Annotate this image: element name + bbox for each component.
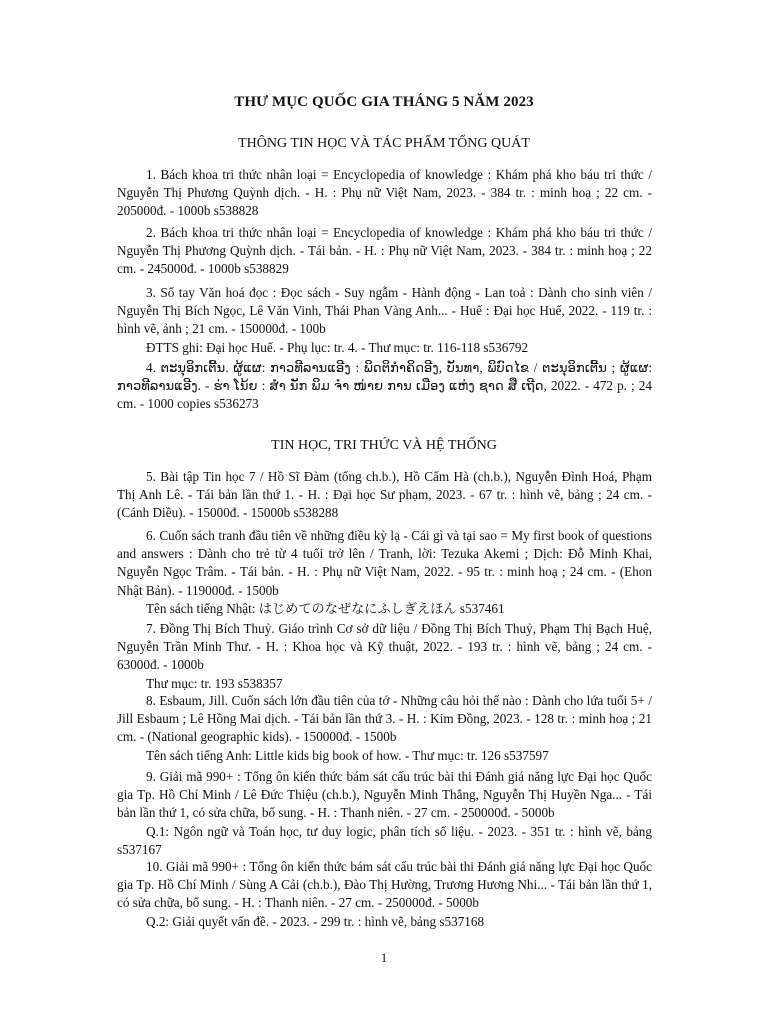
entry-note: Tên sách tiếng Anh: Little kids big book of how. - Thư mục: tr. 126 s537597 [146,747,549,763]
section-heading-general: THÔNG TIN HỌC VÀ TÁC PHẨM TỔNG QUÁT [238,136,530,151]
entry-8 [117,692,652,765]
entry-text: 10. Giải mã 990+ : Tổng ôn kiến thức bám sát cấu trúc bài thi Đánh giá năng lực Đại học Quốc gia Tp. Hồ Chí Minh / Sùng A Cải (ch.b.), Đào Thị Hường, Trương Hương Nhi... - Tái bản lần thứ 1, có sửa chữa, bổ sung. - H. : Thanh niên. - 27 cm. - 250000đ. - 5000b [117,859,652,911]
entry-3 [117,284,652,357]
entry-7 [117,620,652,693]
entry-10 [117,858,652,931]
entry-5 [117,468,652,523]
page-number: 1 [380,950,388,965]
entry-note: ĐTTS ghi: Đại học Huế. - Phụ lục: tr. 4. - Thư mục: tr. 116-118 s536792 [146,339,529,355]
entry-text: 5. Bài tập Tin học 7 / Hồ Sĩ Đàm (tổng ch.b.), Hồ Cẩm Hà (ch.b.), Nguyễn Đình Hoá, Phạm Thị Anh Lê. - Tái bản lần thứ 1. - H. : Đại học Sư phạm, 2023. - 67 tr. : hình vẽ, bảng ; 24 cm. - (Cánh Diều). - 15000đ. - 15000b s538288 [117,469,652,521]
entry-note: Q.2: Giải quyết vấn đề. - 2023. - 299 tr. : hình vẽ, bảng s537168 [146,913,485,929]
entry-text: 8. Esbaum, Jill. Cuốn sách lớn đầu tiên của tớ - Những câu hỏi thế nào : Dành cho lứa tuổi 5+ / Jill Esbaum ; Lê Hồng Mai dịch. - Tái bản lần thứ 3. - H. : Kim Đồng, 2023. - 128 tr. : minh hoạ ; 21 cm. - (National geographic kids). - 150000đ. - 1500b [117,693,652,745]
entry-1 [117,166,652,221]
entry-text: 4. ຕະນຸອິກເຕີ້ນ. ຜູ້ແຜ: ກາວທີລານແອີງ : ພິດຕິກຳຄິດອີງ, ບັນທາ, ພິບົດໄຂ / ຕະນຸອິກເຕີ້ນ ; ຜູ້ແຜ: ກາວທີລານແອີງ. - ຮ່າ ໂນ້ຍ : ສຳ ນັກ ພິມ ຈຳ ໜ່າຍ ການ ເມືອງ ແຫ່ງ ຊາດ ສື ເຖີດ, 2022. - 472 p. ; 24 cm. - 1000 copies s536273 [117,360,652,412]
section-heading-informatics: TIN HỌC, TRI THỨC VÀ HỆ THỐNG [271,438,497,453]
entry-text: 6. Cuốn sách tranh đầu tiên về những điều kỳ lạ - Cái gì và tại sao = My first book of questions and answers : Dành cho trẻ từ 4 tuổi trở lên / Tranh, lời: Tezuka Akemi ; Dịch: Đỗ Minh Khai, Nguyễn Ngọc Trâm. - Tái bản. - H. : Phụ nữ Việt Nam, 2022. - 95 tr. : minh hoạ ; 24 cm. - (Ehon Nhật Bản). - 119000đ. - 1500b [117,528,652,598]
entry-note: Thư mục: tr. 193 s538357 [146,675,283,691]
entry-note: Tên sách tiếng Nhật: はじめてのなぜなにふしぎえほん s537461 [146,600,505,616]
entry-9 [117,768,652,859]
entry-note: Q.1: Ngôn ngữ và Toán học, tư duy logic, phân tích số liệu. - 2023. - 351 tr. : hình vẽ, bảng s537167 [117,823,652,857]
entry-6 [117,527,652,618]
entry-4 [117,359,652,414]
entry-text: 2. Bách khoa tri thức nhân loại = Encyclopedia of knowledge : Khám phá kho báu tri thức / Nguyễn Thị Phương Quỳnh dịch. - Tái bản. - H. : Phụ nữ Việt Nam, 2023. - 384 tr. : minh hoạ ; 22 cm. - 245000đ. - 1000b s538829 [117,225,652,277]
entry-text: 9. Giải mã 990+ : Tổng ôn kiến thức bám sát cấu trúc bài thi Đánh giá năng lực Đại học Quốc gia Tp. Hồ Chí Minh / Lê Đức Thiệu (ch.b.), Nguyễn Minh Thắng, Nguyễn Thị Huyền Nga... - Tái bản lần thứ 1, có sửa chữa, bổ sung. - H. : Thanh niên. - 27 cm. - 250000đ. - 5000b [117,769,652,821]
page-title: THƯ MỤC QUỐC GIA THÁNG 5 NĂM 2023 [234,94,534,110]
entry-text: 1. Bách khoa tri thức nhân loại = Encyclopedia of knowledge : Khám phá kho báu tri thức / Nguyễn Thị Phương Quỳnh dịch. - H. : Phụ nữ Việt Nam, 2023. - 384 tr. : minh hoạ ; 22 cm. - 205000đ. - 1000b s538828 [117,167,652,219]
entry-text: 3. Sổ tay Văn hoá đọc : Đọc sách - Suy ngẫm - Hành động - Lan toả : Dành cho sinh viên / Nguyễn Thị Bích Ngọc, Lê Văn Vinh, Thái Phan Vàng Anh... - Huế : Đại học Huế, 2022. - 119 tr. : hình vẽ, ảnh ; 21 cm. - 150000đ. - 100b [117,285,652,337]
entry-2 [117,224,652,279]
entry-text: 7. Đồng Thị Bích Thuỷ. Giáo trình Cơ sở dữ liệu / Đồng Thị Bích Thuỷ, Phạm Thị Bạch Huệ, Nguyễn Trần Minh Thư. - H. : Khoa học và Kỹ thuật, 2022. - 193 tr. : hình vẽ, bảng ; 24 cm. - 63000đ. - 1000b [117,621,652,673]
